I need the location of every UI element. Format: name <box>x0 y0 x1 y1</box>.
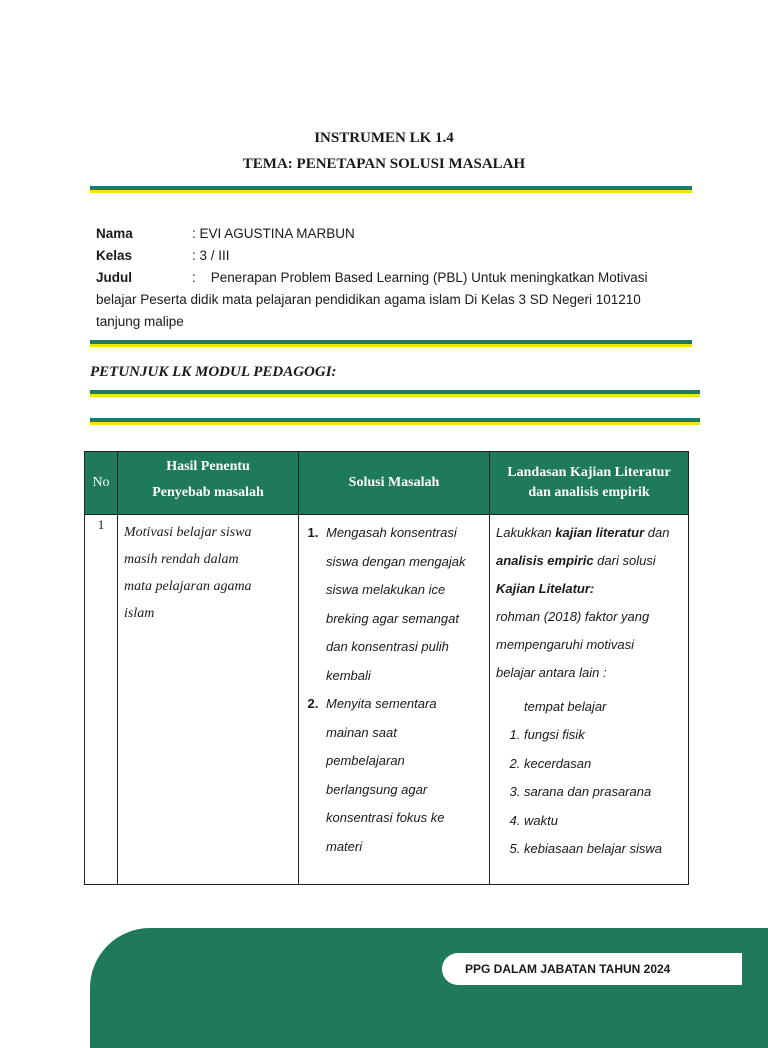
solusi-item <box>322 519 483 690</box>
header-hasil <box>118 452 299 515</box>
kajian-literatur-heading: Kajian Litelatur: <box>496 581 595 596</box>
hasil-line: mata pelajaran agama <box>124 579 252 594</box>
judul-value-line2: belajar Peserta didik mata pelajaran pendidikan agama islam Di Kelas 3 SD Negeri 101210 <box>96 292 641 307</box>
cell-solusi <box>299 515 490 885</box>
factor-item: 1. fungsi fisik <box>524 721 682 750</box>
landasan-line: belajar antara lain : <box>496 665 607 680</box>
nama-row <box>96 223 648 245</box>
solusi-line: breking agar semangat <box>326 610 459 626</box>
table-row <box>85 515 689 885</box>
factor-item: 3. sarana dan prasarana <box>524 778 682 807</box>
solusi-line: siswa dengan mengajak <box>326 553 466 569</box>
solusi-line: mainan saat <box>326 724 397 740</box>
identity-block <box>96 223 648 333</box>
divider-rule <box>90 418 700 425</box>
solusi-item <box>322 690 483 861</box>
landasan-line: analisis empiric dari solusi <box>496 553 656 568</box>
factor-item: 5. kebiasaan belajar siswa <box>524 835 682 864</box>
header-hasil-line2: Penyebab masalah <box>152 485 264 500</box>
solusi-line: 1. Mengasah konsentrasi <box>326 525 457 540</box>
cell-no: 1 <box>85 515 118 885</box>
petunjuk-heading: PETUNJUK LK MODUL PEDAGOGI: <box>90 364 337 380</box>
landasan-line: Lakukkan kajian literatur dan <box>496 525 670 540</box>
solusi-line: pembelajaran <box>326 753 405 768</box>
cell-hasil <box>118 515 299 885</box>
hasil-line: masih rendah dalam <box>124 552 239 567</box>
footer-label: PPG DALAM JABATAN TAHUN 2024 <box>465 962 671 976</box>
divider-rule <box>90 390 700 397</box>
divider-rule <box>90 340 692 347</box>
solusi-line: siswa melakukan ice <box>326 582 446 597</box>
hasil-line: islam <box>124 606 155 621</box>
landasan-line: tempat belajar <box>524 699 607 714</box>
header-landasan: Landasan Kajian Literatur dan analisis empirik <box>490 452 689 515</box>
document-title: INSTRUMEN LK 1.4 <box>314 130 454 146</box>
solusi-line: kembali <box>326 667 371 683</box>
factor-item: 2. kecerdasan <box>524 750 682 779</box>
factor-list <box>496 721 682 864</box>
header-solusi: Solusi Masalah <box>299 452 490 515</box>
landasan-line: mempengaruhi motivasi <box>496 637 635 652</box>
kelas-value: : 3 / III <box>192 248 230 263</box>
solusi-line: konsentrasi fokus ke <box>326 810 445 825</box>
kelas-row <box>96 245 648 267</box>
judul-row <box>96 267 648 289</box>
divider-rule <box>90 186 692 193</box>
landasan-line: rohman (2018) faktor yang <box>496 609 650 624</box>
nama-label: Nama <box>96 226 133 241</box>
solusi-line: 2. Menyita sementara <box>326 696 437 711</box>
solusi-line: berlangsung agar <box>326 781 428 797</box>
solusi-list <box>305 519 483 861</box>
footer-banner <box>90 928 768 1048</box>
document-theme: TEMA: PENETAPAN SOLUSI MASALAH <box>242 156 526 172</box>
solusi-line: materi <box>326 838 363 854</box>
kelas-label: Kelas <box>96 248 133 263</box>
header-no: No <box>85 452 118 515</box>
nama-value: : EVI AGUSTINA MARBUN <box>192 226 355 241</box>
problem-solution-table <box>84 451 689 885</box>
judul-label: Judul <box>96 270 132 285</box>
judul-value-line3: tanjung malipe <box>96 314 184 329</box>
judul-value-line1: : Penerapan Problem Based Learning (PBL) Untuk meningkatkan Motivasi <box>192 270 648 285</box>
cell-landasan <box>490 515 689 885</box>
solusi-line: dan konsentrasi pulih <box>326 639 449 654</box>
hasil-line: Motivasi belajar siswa <box>124 525 252 540</box>
header-hasil-line1: Hasil Penentu <box>166 459 250 474</box>
table-header-row <box>85 452 689 515</box>
factor-item: 4. waktu <box>524 807 682 836</box>
